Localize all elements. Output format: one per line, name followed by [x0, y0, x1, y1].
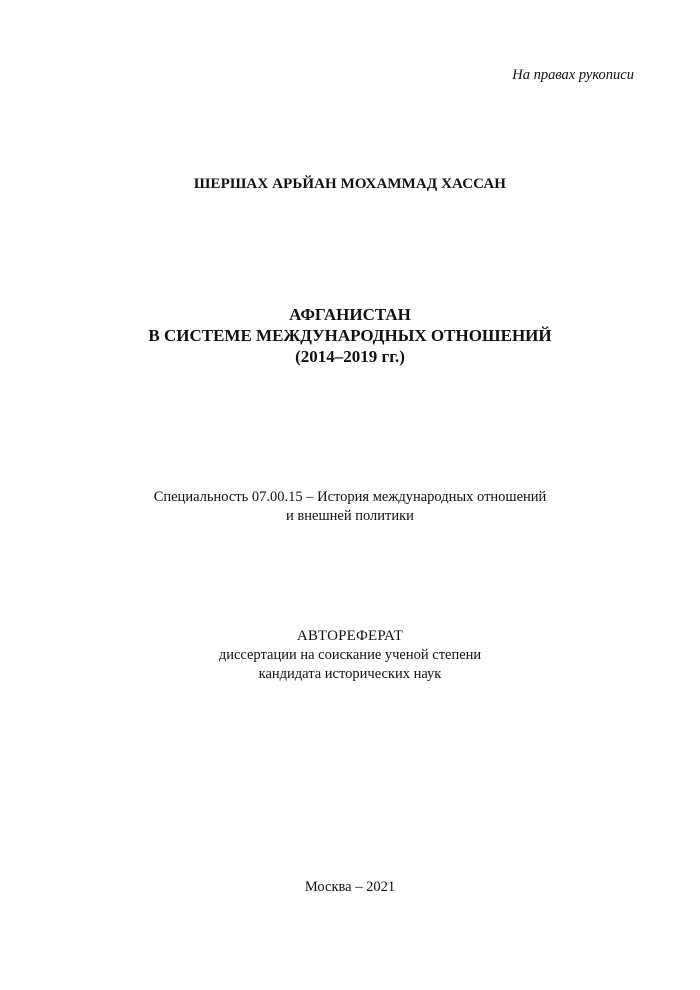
dissertation-title — [0, 304, 700, 367]
abstract-block — [0, 626, 700, 684]
title-line: (2014–2019 гг.) — [295, 347, 405, 366]
title-line: В СИСТЕМЕ МЕЖДУНАРОДНЫХ ОТНОШЕНИЙ — [148, 326, 552, 345]
place-year: Москва – 2021 — [304, 879, 396, 895]
specialty-line: Специальность 07.00.15 – История международных отношений — [153, 489, 547, 505]
abstract-line: кандидата исторических наук — [258, 666, 442, 682]
abstract-line: диссертации на соискание ученой степени — [218, 647, 482, 663]
specialty-line: и внешней политики — [286, 508, 414, 524]
author-name: ШЕРШАХ АРЬЙАН МОХАММАД ХАССАН — [193, 176, 507, 192]
abstract-heading: АВТОРЕФЕРАТ — [296, 628, 404, 644]
title-line: АФГАНИСТАН — [289, 305, 411, 324]
specialty — [0, 488, 700, 526]
rights-note: На правах рукописи — [512, 67, 634, 83]
